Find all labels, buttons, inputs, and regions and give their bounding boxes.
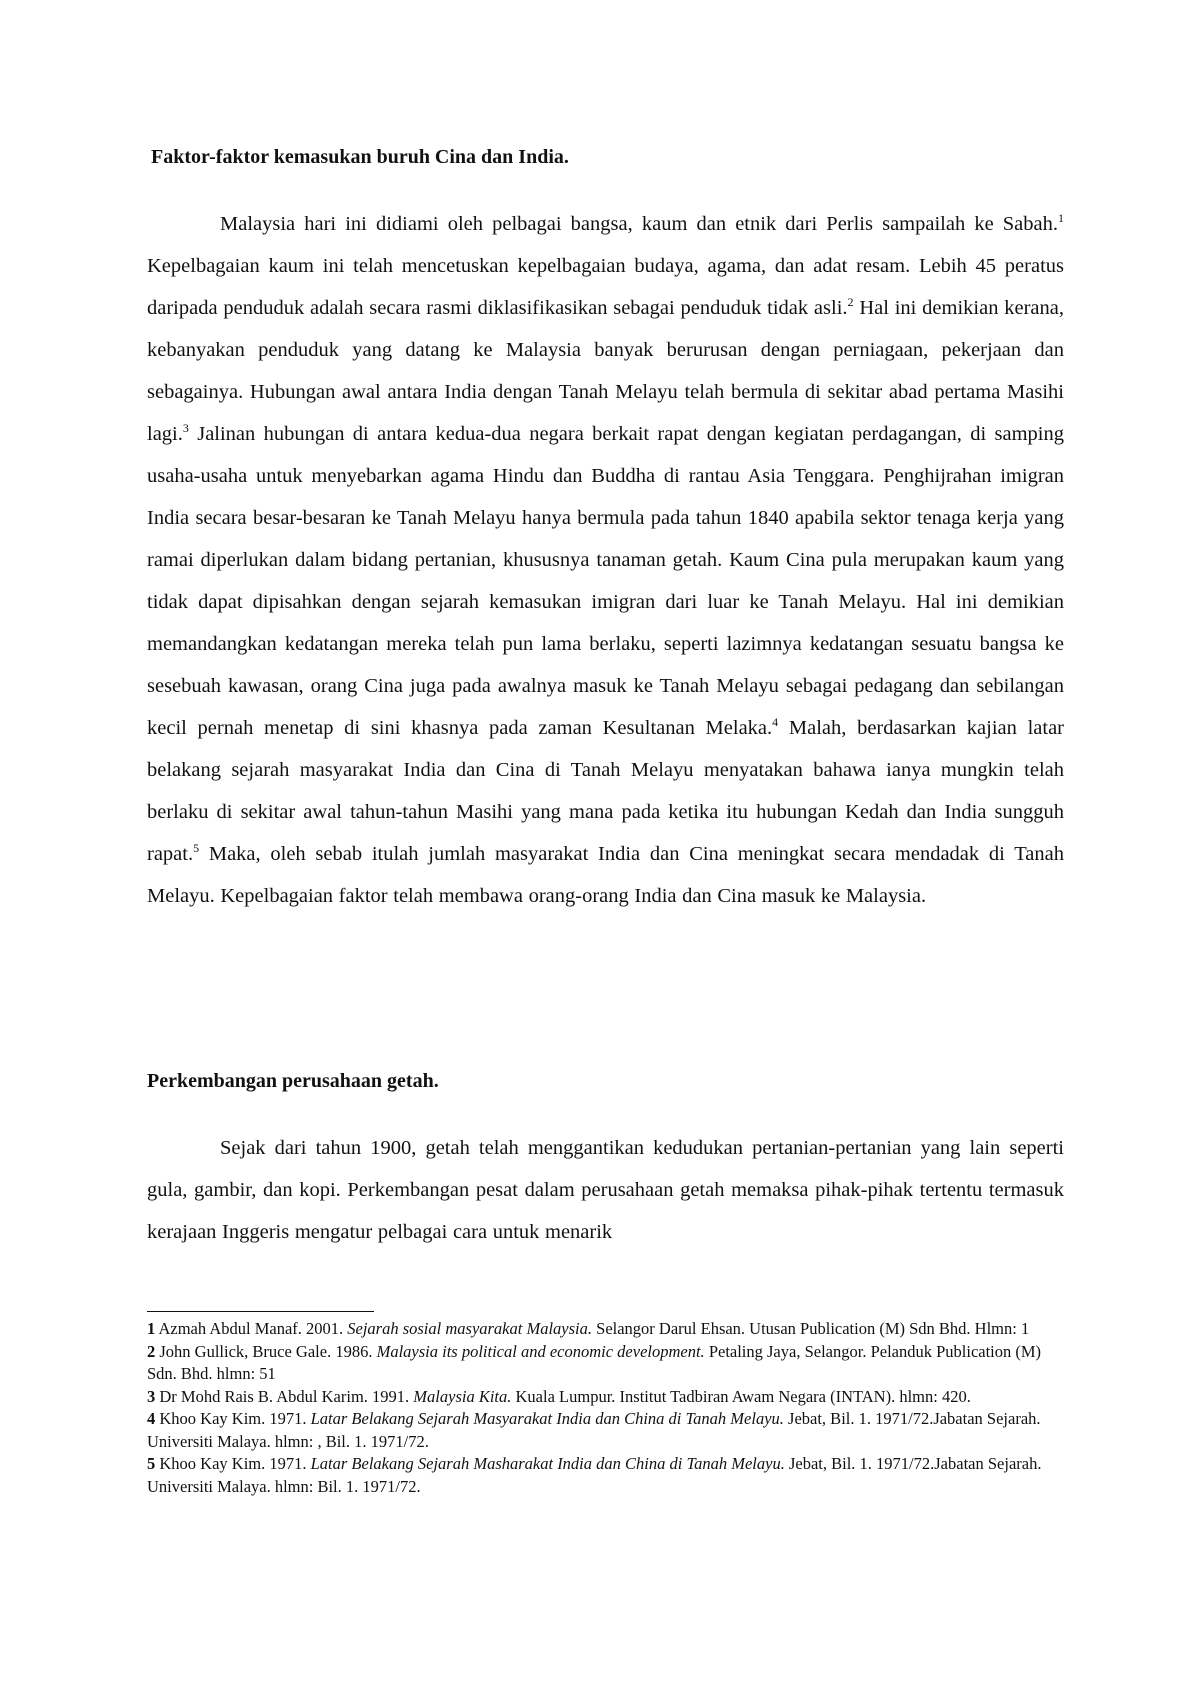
- footnote-separator: [147, 1311, 374, 1312]
- footnote-text: John Gullick, Bruce Gale. 1986.: [155, 1341, 377, 1361]
- footnote-2: [147, 1341, 1064, 1386]
- footnote-4: [147, 1408, 1064, 1453]
- para-text: Maka, oleh sebab itulah jumlah masyarakat India dan Cina meningkat secara mendadak di Tanah Melayu. Kepelbagaian faktor telah membawa orang-orang India dan Cina masuk ke Malaysia.: [147, 843, 1064, 907]
- para-text: Jalinan hubungan di antara kedua-dua negara berkait rapat dengan kegiatan perdagangan, di samping usaha-usaha untuk menyebarkan agama Hindu dan Buddha di rantau Asia Tenggara. Penghijrahan imigran India secara besar-besaran ke Tanah Melayu hanya bermula pada tahun 1840 apabila sektor tenaga kerja yang ramai diperlukan dalam bidang pertanian, khususnya tanaman getah. Kaum Cina pula merupakan kaum yang tidak dapat dipisahkan dengan sejarah kemasukan imigran dari luar ke Tanah Melayu. Hal ini demikian memandangkan kedatangan mereka telah pun lama berlaku, seperti lazimnya kedatangan sesuatu bangsa ke sesebuah kawasan, orang Cina juga pada awalnya masuk ke Tanah Melayu sebagai pedagang dan sebilangan kecil pernah menetap di sini khasnya pada zaman Kesultanan Melaka.: [147, 423, 1064, 739]
- section-heading-faktor: Faktor-faktor kemasukan buruh Cina dan India.: [151, 146, 569, 168]
- footnote-title: Malaysia Kita.: [413, 1386, 512, 1406]
- footnote-text: Jebat, Bil. 1. 1971/72.Jabatan Sejarah. Universiti Malaya. hlmn: Bil. 1. 1971/72.: [147, 1454, 1042, 1496]
- footnote-title: Latar Belakang Sejarah Masyarakat India dan China di Tanah Melayu.: [310, 1409, 784, 1428]
- footnotes: [147, 1318, 1064, 1498]
- footnote-number: 5: [147, 1454, 156, 1473]
- footnote-text: Azmah Abdul Manaf. 2001.: [155, 1319, 348, 1338]
- para-text: Malaysia hari ini didiami oleh pelbagai bangsa, kaum dan etnik dari Perlis sampailah ke Sabah.: [220, 213, 1058, 235]
- footnote-ref: 5: [193, 841, 200, 856]
- footnote-ref: 2: [847, 295, 854, 310]
- para-text: Malah, berdasarkan kajian latar belakang sejarah masyarakat India dan Cina di Tanah Melayu menyatakan bahawa ianya mungkin telah berlaku di sekitar awal tahun-tahun Masihi yang mana pada ketika itu hubungan Kedah dan India sungguh rapat.: [147, 717, 1065, 865]
- footnote-number: 1: [147, 1319, 156, 1338]
- footnote-ref: 4: [772, 715, 779, 730]
- footnote-number: 4: [147, 1409, 156, 1428]
- footnote-text: Dr Mohd Rais B. Abdul Karim. 1991.: [155, 1386, 414, 1406]
- footnote-text: Selangor Darul Ehsan. Utusan Publication (M) Sdn Bhd. Hlmn: 1: [592, 1319, 1030, 1338]
- footnote-title: Malaysia its political and economic development.: [376, 1341, 705, 1361]
- paragraph-faktor: [147, 203, 1064, 917]
- footnote-1: [147, 1318, 1064, 1341]
- footnote-number: 3: [147, 1386, 156, 1406]
- footnote-text: Petaling Jaya, Selangor. Pelanduk Publication (M) Sdn. Bhd. hlmn: 51: [147, 1341, 1042, 1383]
- footnote-title: Sejarah sosial masyarakat Malaysia.: [347, 1319, 593, 1338]
- footnote-5: [147, 1453, 1064, 1498]
- para-text: Kepelbagaian kaum ini telah mencetuskan kepelbagaian budaya, agama, dan adat resam. Lebih 45 peratus daripada penduduk adalah secara rasmi diklasifikasikan sebagai penduduk tidak asli.: [147, 255, 1064, 319]
- footnote-text: Khoo Kay Kim. 1971.: [155, 1454, 311, 1473]
- footnote-3: [147, 1386, 1064, 1409]
- footnote-title: Latar Belakang Sejarah Masharakat India dan China di Tanah Melayu.: [310, 1454, 785, 1473]
- footnote-text: Khoo Kay Kim. 1971.: [155, 1409, 311, 1428]
- footnote-text: Kuala Lumpur. Institut Tadbiran Awam Negara (INTAN). hlmn: 420.: [511, 1386, 971, 1406]
- paragraph-getah: Sejak dari tahun 1900, getah telah menggantikan kedudukan pertanian-pertanian yang lain seperti gula, gambir, dan kopi. Perkembangan pesat dalam perusahaan getah memaksa pihak-pihak tertentu termasuk kerajaan Inggeris mengatur pelbagai cara untuk menarik: [147, 1137, 1064, 1243]
- footnote-ref: 1: [1058, 211, 1064, 226]
- section-heading-getah: Perkembangan perusahaan getah.: [147, 1070, 439, 1092]
- footnote-text: Jebat, Bil. 1. 1971/72.Jabatan Sejarah. Universiti Malaya. hlmn: , Bil. 1. 1971/72.: [147, 1409, 1041, 1451]
- footnote-ref: 3: [182, 421, 189, 436]
- para-text: Hal ini demikian kerana, kebanyakan penduduk yang datang ke Malaysia banyak berurusan dengan perniagaan, pekerjaan dan sebagainya. Hubungan awal antara India dengan Tanah Melayu telah bermula di sekitar abad pertama Masihi lagi.: [147, 297, 1064, 445]
- footnote-number: 2: [147, 1341, 156, 1361]
